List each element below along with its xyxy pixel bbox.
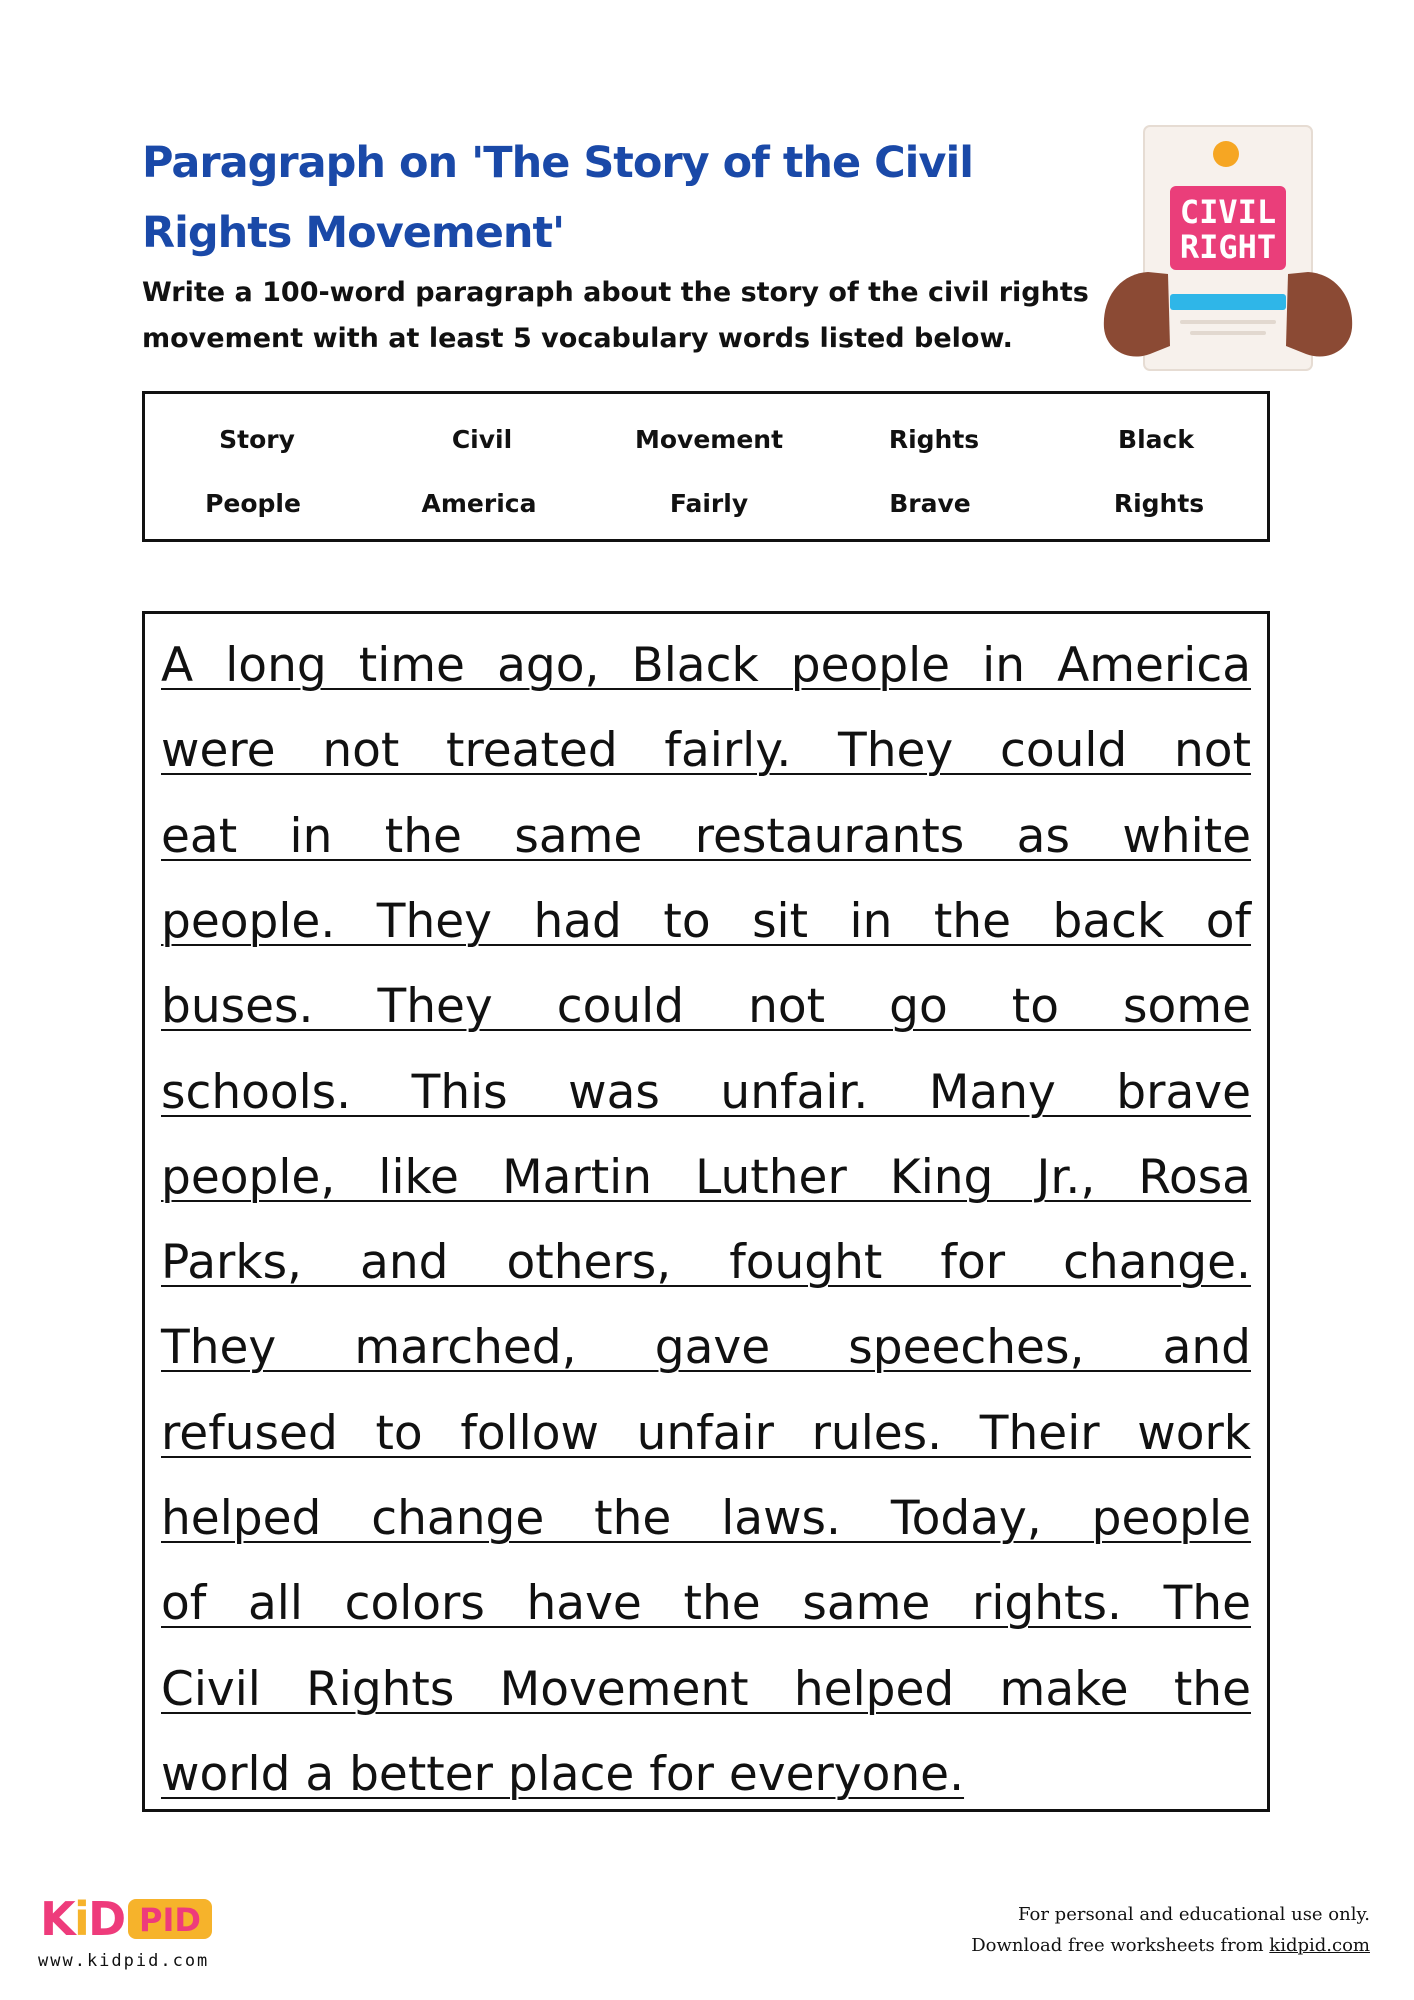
sign-text-right: RIGHT	[1179, 228, 1277, 266]
svg-text:K: K	[40, 1893, 76, 1943]
vocab-word: America	[421, 489, 537, 518]
svg-text:PID: PID	[139, 1901, 201, 1939]
paragraph-line: Parks, and others, fought for change.	[161, 1235, 1251, 1290]
civil-rights-sign-icon	[1098, 124, 1358, 374]
vocab-word: Story	[219, 425, 295, 454]
footer-note-line2	[770, 1930, 1370, 1961]
vocabulary-box	[142, 391, 1270, 542]
paragraph-line: people, like Martin Luther King Jr., Rosa	[161, 1150, 1251, 1205]
svg-text:i: i	[74, 1893, 90, 1943]
paragraph-line: people. They had to sit in the back of	[161, 894, 1251, 949]
footer-note	[770, 1899, 1370, 1961]
paragraph-line: They marched, gave speeches, and	[161, 1320, 1251, 1375]
vocab-word: Brave	[889, 489, 971, 518]
footer-note-line1: For personal and educational use only.	[1018, 1904, 1370, 1925]
kidpid-brand	[38, 1893, 298, 1983]
paragraph-line: were not treated fairly. They could not	[161, 723, 1251, 778]
paragraph-line: of all colors have the same rights. The	[161, 1576, 1251, 1631]
paragraph-line: eat in the same restaurants as white	[161, 809, 1251, 864]
paragraph-line: helped change the laws. Today, people	[161, 1491, 1251, 1546]
footer-note-prefix: Download free worksheets from	[971, 1935, 1270, 1956]
svg-text:D: D	[88, 1893, 127, 1943]
worksheet-instructions: Write a 100-word paragraph about the story of the civil rights movement with at least 5 vocabulary words listed below.	[142, 277, 1089, 354]
kidpid-logo	[38, 1893, 218, 1943]
vocab-word: Rights	[1113, 489, 1205, 518]
brand-url: www.kidpid.com	[38, 1951, 210, 1971]
paragraph-box	[142, 611, 1270, 1812]
worksheet-title: Paragraph on 'The Story of the Civil Rights Movement'	[142, 138, 973, 258]
paragraph-line: A long time ago, Black people in America	[161, 638, 1251, 693]
vocab-word: People	[205, 489, 301, 518]
paragraph-line: world a better place for everyone.	[161, 1747, 965, 1802]
vocab-word: Movement	[634, 425, 784, 454]
paragraph-line: schools. This was unfair. Many brave	[161, 1065, 1251, 1120]
paragraph-line: buses. They could not go to some	[161, 979, 1251, 1034]
vocab-word: Black	[1118, 425, 1194, 454]
paragraph-line: refused to follow unfair rules. Their work	[161, 1406, 1251, 1461]
vocab-word: Civil	[451, 425, 513, 454]
vocab-word: Rights	[888, 425, 980, 454]
footer-kidpid-link[interactable]: kidpid.com	[1269, 1935, 1370, 1956]
vocab-word: Fairly	[669, 489, 749, 518]
paragraph-line: Civil Rights Movement helped make the	[161, 1662, 1251, 1717]
sign-text-civil: CIVIL	[1179, 193, 1277, 231]
